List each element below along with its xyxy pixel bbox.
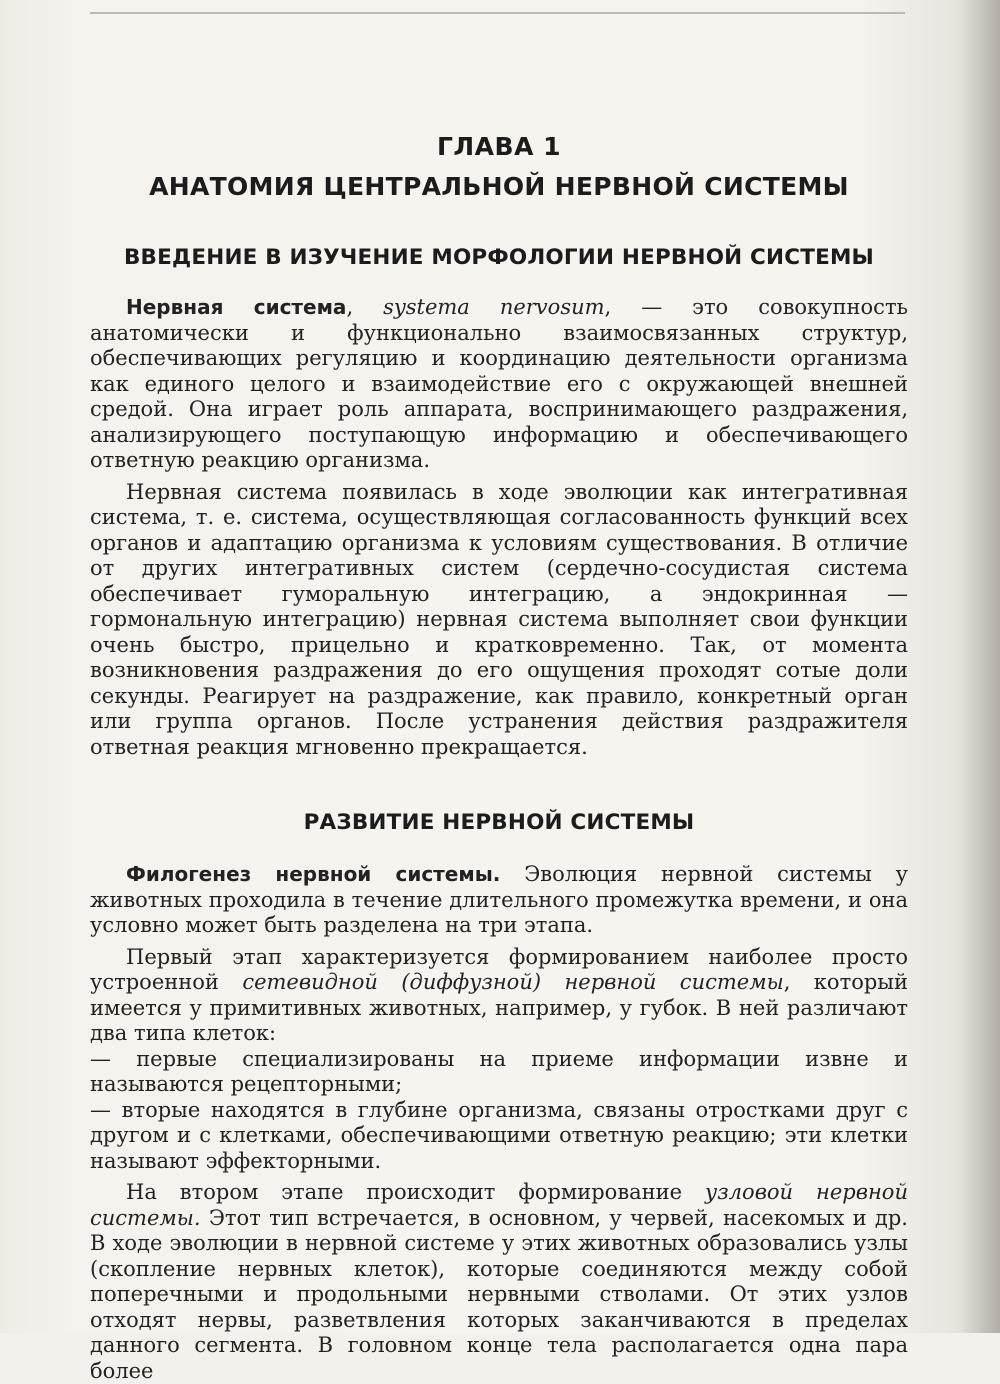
first-stage-text: Первый этап характеризуется формированием наиболее просто устроенной bbox=[90, 944, 908, 994]
second-stage-text-end: Этот тип встречается, в основном, у червей, насекомых и др. В ходе эволюции в нервной системе у этих животных образовались узлы (скопление нервных клеток), которые соединяются между собой поперечными и продольными нервными стволами. От этих узлов отходят нервы, разветвления которых заканчиваются в пределах данного сегмента. В головном конце тела располагается одна пара более bbox=[90, 1205, 908, 1383]
term-nervous-system: Нервная система bbox=[126, 295, 347, 319]
latin-term: systema nervosum bbox=[383, 295, 605, 319]
phylogenesis-text: Эволюция нервной системы у животных проходила в течение длительного промежутка времени, и она условно может быть разделена на три этапа. bbox=[90, 862, 908, 937]
term-nodal-system: узловой нервной системы. bbox=[90, 1180, 908, 1230]
page-edge-shadow bbox=[960, 0, 1000, 1333]
paragraph-integrative: Нервная система появилась в ходе эволюции как интегративная система, т. е. система, осуществляющая согласованность функций всех органов и адаптацию организма к условиям существования. В отличие от других интегративных систем (сердечно-сосудистая система обеспечивает гуморальную интеграцию, а эндокринная — гормональную интеграцию) нервная система выполняет свои функции очень быстро, прицельно и кратковременно. Так, от момента возникновения раздражения до его ощущения проходят сотые доли секунды. Реагирует на раздражение, как правило, конкретный орган или группа органов. После устранения действия раздражителя ответная реакция мгновенно прекращается. bbox=[90, 479, 908, 759]
list-item-receptor: — первые специализированы на приеме информации извне и называются рецепторными; bbox=[90, 1046, 908, 1096]
paragraph-phylogenesis bbox=[90, 862, 908, 939]
chapter-number: ГЛАВА 1 bbox=[436, 132, 562, 161]
definition-text: , — это совокупность анатомически и функционально взаимосвязанных структур, обеспечивающих регуляцию и координацию деятельности организма как единого целого и взаимодействие его с окружающей внешней средой. Она играет роль аппарата, воспринимающего раздражения, анализирующего поступающую информацию и обеспечивающего ответную реакцию организма. bbox=[90, 295, 908, 472]
paragraph-first-stage bbox=[90, 945, 908, 1047]
section-title-introduction: ВВЕДЕНИЕ В ИЗУЧЕНИЕ МОРФОЛОГИИ НЕРВНОЙ СИСТЕМЫ bbox=[123, 245, 875, 270]
first-stage-text-end: , который имеется у примитивных животных, например, у губок. В ней различают два типа клеток: bbox=[90, 970, 908, 1045]
chapter-title: АНАТОМИЯ ЦЕНТРАЛЬНОЙ НЕРВНОЙ СИСТЕМЫ bbox=[149, 172, 849, 201]
paragraph-definition: Нервная система, systema nervosum, — это совокупность анатомически и функционально взаимосвязанных структур, обеспечивающих регуляцию и координацию деятельности организма как единого целого и взаимодействие его с окружающей внешней средой. Она играет роль аппарата, воспринимающего раздражения, анализирующего поступающую информацию и обеспечивающего ответную реакцию организма. bbox=[90, 295, 908, 472]
term-diffuse-system: сетевидной (диффузной) нервной системы bbox=[242, 970, 784, 994]
section-title-development: РАЗВИТИЕ НЕРВНОЙ СИСТЕМЫ bbox=[303, 810, 695, 835]
top-rule bbox=[90, 12, 905, 14]
page-content bbox=[90, 130, 908, 1384]
term-phylogenesis: Филогенез нервной системы. bbox=[126, 862, 501, 886]
paragraph-second-stage bbox=[90, 1180, 908, 1384]
second-stage-text: На втором этапе происходит формирование bbox=[126, 1180, 706, 1204]
list-item-effector: — вторые находятся в глубине организма, связаны отростками друг с другом и с клетками, обеспечивающими ответную реакцию; эти клетки называют эффекторными. bbox=[90, 1097, 908, 1173]
